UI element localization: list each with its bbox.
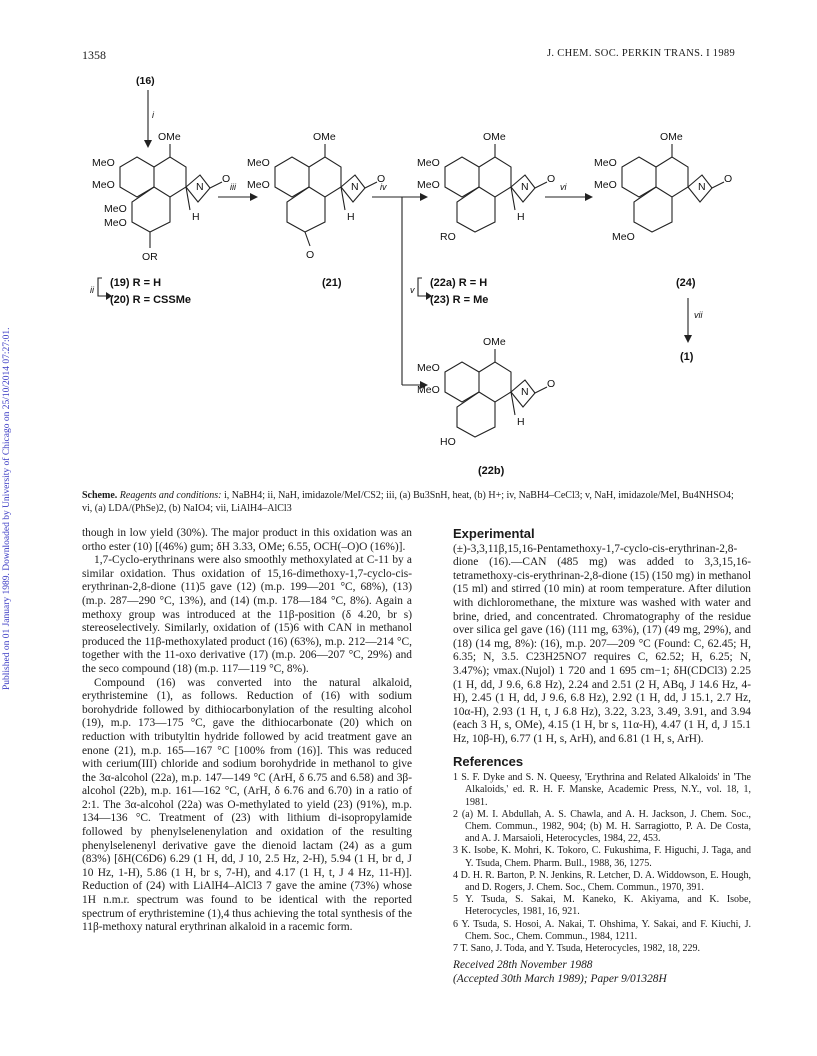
ome-label: OMe xyxy=(313,131,336,143)
ome-label: OMe xyxy=(158,131,181,143)
compound-1-label: (1) xyxy=(680,351,694,363)
reference-item: 5 Y. Tsuda, S. Sakai, M. Kaneko, K. Akiyama, and K. Isobe, Heterocycles, 1981, 16, 921. xyxy=(453,894,751,918)
journal-header: J. CHEM. SOC. PERKIN TRANS. I 1989 xyxy=(547,48,735,59)
received-line: Received 28th November 1988 xyxy=(453,959,593,972)
meo-label: MeO xyxy=(247,179,270,191)
accepted-line: (Accepted 30th March 1989); Paper 9/01328H xyxy=(453,972,667,985)
compound-20-label: (20) R = CSSMe xyxy=(110,294,191,306)
paragraph: Compound (16) was converted into the natural alkaloid, erythristemine (1), as follows. Reduction of (16) with sodium borohydride followed by dithiocarbonylation of the resulting alcohol (19), m.p. 173—175 °C, gave the dithiocarbonate (20) which on reduction with tributyltin hydride followed by acid treatment gave an enone (21), m.p. 165—167 °C [100% from (16)]. This was reduced with cerium(III) chloride and sodium borohydride in methanol to give the 3α-alcohol (22a), m.p. 147—149 °C (ArH, δ 6.75 and 6.58) and 3β-alcohol (22b), m.p. 161—162 °C, (ArH, δ 6.76 and 6.70) in a ratio of 2:1. The 3α-alcohol (22a) was O-methylated to yield (23) (91%), m.p. 134—136 °C. Treatment of (23) with lithium di-isopropylamide followed by phenylselenenylation and oxidation of the resulting phenylselenenyl derivative gave the dienoid lactam (24) as a gum (83%) [δH(C6D6) 6.29 (1 H, dd, J 10, 2.5 Hz, 2-H), 5.94 (1 H, br d, J 10 Hz, 1-H), 5.86 (1 H, br s, 7-H), and 4.17 (1 H, t, J 4 Hz, 11-H)]. Reduction of (24) with LiAlH4–AlCl3 7 gave the amine (73%) whose 1H n.m.r. spectrum was found to be identical with the reported spectrum of erythristemine (1),4 thus achieving the total synthesis of the 11β-methoxy natural erythrinan alkaloid in a racemic form. xyxy=(82,676,412,934)
step-iv: iv xyxy=(380,182,387,192)
reference-item: 4 D. H. R. Barton, P. N. Jenkins, R. Letcher, D. A. Widdowson, E. Hough, and D. Rogers, J. Chem. Soc., Chem. Commun., 1970, 391. xyxy=(453,869,751,893)
compound-21-label: (21) xyxy=(322,277,342,289)
reference-item: 2 (a) M. I. Abdullah, A. S. Chawla, and A. H. Jackson, J. Chem. Soc., Chem. Commun., 1982, 904; (b) M. H. Sarragiotto, P. A. De Costa, and A. J. Marsaioli, Heterocycles, 1984, 22, 453. xyxy=(453,808,751,845)
caption-lead: Scheme. xyxy=(82,490,118,501)
o-label: O xyxy=(377,173,386,185)
reference-item: 7 T. Sano, J. Toda, and Y. Tsuda, Heterocycles, 1982, 18, 229. xyxy=(453,942,700,954)
n-label: N xyxy=(521,386,529,398)
ho-label: HO xyxy=(440,436,456,448)
o-label: O xyxy=(547,378,556,390)
meo-label: MeO xyxy=(612,231,635,243)
step-i: i xyxy=(152,110,154,120)
compound-24-label: (24) xyxy=(676,277,696,289)
right-column xyxy=(453,527,751,986)
caption-text: i, NaBH4; ii, NaH, imidazole/MeI/CS2; iii, (a) Bu3SnH, heat, (b) H+; iv, NaBH4–CeCl3; v, NaH, imidazole/MeI, Bu4NHSO4; vi, (a) LDA/(PhSe)2, (b) NaIO4; vii, LiAlH4–AlCl3 xyxy=(82,490,734,514)
ome-label: OMe xyxy=(483,131,506,143)
o-label: O xyxy=(222,173,231,185)
references-heading: References xyxy=(453,753,524,769)
ome-label: OMe xyxy=(483,336,506,348)
h-label: H xyxy=(347,211,355,223)
h-label: H xyxy=(192,211,200,223)
page-number: 1358 xyxy=(82,48,106,62)
h-label: H xyxy=(517,211,525,223)
compound-16-label: (16) xyxy=(136,75,155,87)
received-date xyxy=(453,959,751,986)
step-vi: vi xyxy=(560,182,567,192)
meo-label: MeO xyxy=(417,362,440,374)
meo-label: MeO xyxy=(104,203,127,215)
o-label: O xyxy=(724,173,733,185)
compound-19-label: (19) R = H xyxy=(110,277,162,289)
left-column xyxy=(82,527,412,935)
meo-label: MeO xyxy=(417,157,440,169)
compound-22b-label: (22b) xyxy=(478,465,505,477)
experimental-heading: Experimental xyxy=(453,526,535,541)
reference-item: 3 K. Isobe, K. Mohri, K. Tokoro, C. Fukushima, F. Higuchi, J. Taga, and Y. Tsuda, Chem. Pharm. Bull., 1988, 36, 1275. xyxy=(453,845,751,869)
paragraph: 1,7-Cyclo-erythrinans were also smoothly methoxylated at C-11 by a similar oxidation. Thus oxidation of 15,16-dimethoxy-1,7-cyclo-cis-erythrinan-2,8-dione (11)5 gave (12) (m.p. 199—201 °C, 68%), (13) (m.p. 287—290 °C, 13%), and (14) (m.p. 178—184 °C, 8%). Again a methoxy group was introduced at the 11β-position (δ 4.20, br s) stereoselectively. Similarly, oxidation of (15)6 with CAN in methanol produced the 11β-methoxylated product (16) (63%), m.p. 212—214 °C, together with the 11-oxo derivative (17) (m.p. 206—207 °C, 29%) and the seco compound (18) (m.p. 117—119 °C, 8%). xyxy=(82,554,412,675)
reference-list xyxy=(453,772,751,955)
h-label: H xyxy=(517,416,525,428)
o-label: O xyxy=(547,173,556,185)
caption-label: Reagents and conditions: xyxy=(119,490,222,501)
reference-item: 1 S. F. Dyke and S. N. Queesy, 'Erythrina and Related Alkaloids' in 'The Alkaloids,' ed. R. H. F. Manske, Academic Press, N.Y., vol. 18, 1, 1981. xyxy=(453,772,751,808)
step-v: v xyxy=(410,285,415,295)
o-label: O xyxy=(306,249,315,261)
meo-label: MeO xyxy=(594,179,617,191)
n-label: N xyxy=(351,181,359,193)
meo-label: MeO xyxy=(247,157,270,169)
ro-label: RO xyxy=(440,231,456,243)
step-vii: vii xyxy=(694,310,703,320)
meo-label: MeO xyxy=(92,157,115,169)
step-ii: ii xyxy=(90,285,94,295)
reaction-scheme xyxy=(0,60,817,480)
experimental-text: (±)-3,3,11β,15,16-Pentamethoxy-1,7-cyclo-cis-erythrinan-2,8-dione (16).—CAN (485 mg) was added to 3,3,15,16-tetramethoxy-cis-erythrinan-2,8-dione (15) (150 mg) in methanol (15 ml) and stirred (10 min) at room temperature. After dilution with dichloromethane, the mixture was washed with water and brine, dried, and concentrated. Chromatography of the residue over silica gel gave (16) (111 mg, 63%), (17) (49 mg, 29%), and (18) (14 mg, 8%): (16), m.p. 207—209 °C (Found: C, 62.45; H, 6.35; N, 3.5. C23H25NO7 requires C, 62.52; H, 6.25; N, 3.47%); νmax.(Nujol) 1 720 and 1 695 cm−1; δH(CDCl3) 2.25 (1 H, dd, J 9.6, 6.8 Hz), 2.24 and 2.51 (2 H, ABq, J 14.6 Hz, 4-H), 2.45 (1 H, dd, J 9.6, 6.8 Hz), 2.92 (1 H, dd, J 15.1, 2.7 Hz, 10α-H), 2.93 (1 H, t, J 6.8 Hz), 3.22, 3.23, 3.49, 3.91, and 3.94 (each 3 H, s, OMe), 4.15 (1 H, br s, 11α-H), 4.47 (1 H, d, J 15.1 Hz, 10β-H), 6.77 (1 H, s, ArH), and 6.81 (1 H, s, ArH). xyxy=(453,542,751,745)
compound-22a-label: (22a) R = H xyxy=(430,277,488,289)
reference-item: 6 Y. Tsuda, S. Hosoi, A. Nakai, T. Ohshima, Y. Sakai, and F. Kiuchi, J. Chem. Soc., Chem. Commun., 1984, 1211. xyxy=(453,918,751,942)
or-label: OR xyxy=(142,251,158,263)
meo-label: MeO xyxy=(417,179,440,191)
step-iii: iii xyxy=(230,182,236,192)
meo-label: MeO xyxy=(594,157,617,169)
meo-label: MeO xyxy=(417,384,440,396)
scheme-caption xyxy=(82,490,742,515)
n-label: N xyxy=(196,181,204,193)
compound-23-label: (23) R = Me xyxy=(430,294,489,306)
ome-label: OMe xyxy=(660,131,683,143)
download-notice: Published on 01 January 1989. Downloaded by University of Chicago on 25/10/2014 07:27:01. xyxy=(2,327,12,690)
n-label: N xyxy=(521,181,529,193)
meo-label: MeO xyxy=(104,217,127,229)
meo-label: MeO xyxy=(92,179,115,191)
paragraph: though in low yield (30%). The major product in this oxidation was an ortho ester (10) [(46%) gum; δH 3.33, OMe; 6.55, OCH(–O)O (16%)]. xyxy=(82,527,412,553)
n-label: N xyxy=(698,181,706,193)
